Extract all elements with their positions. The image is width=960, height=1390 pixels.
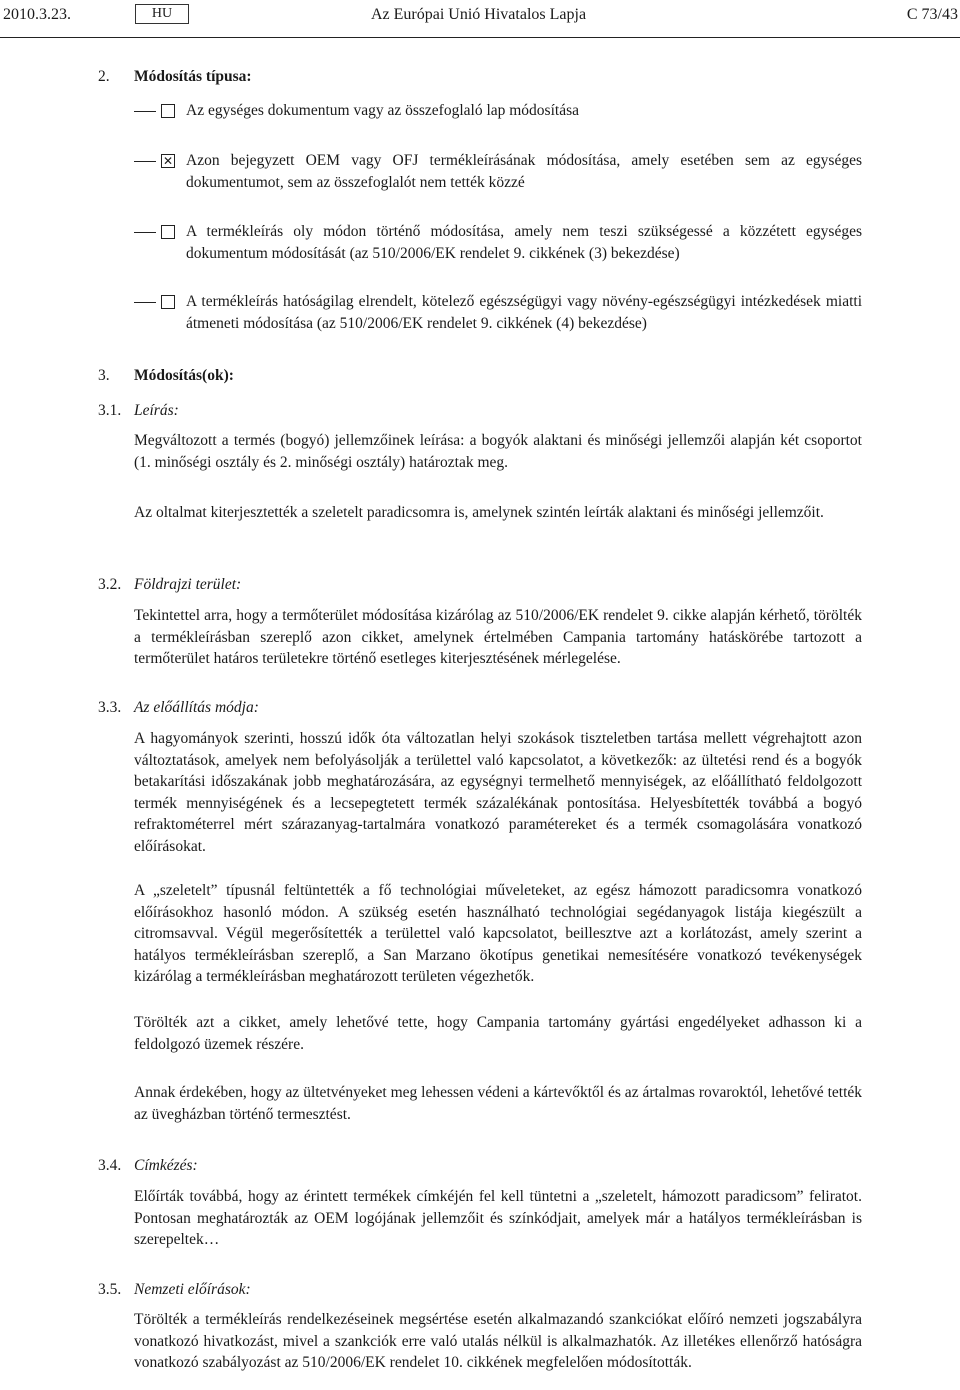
section-3-3-paragraph: Törölték azt a cikket, amely lehetővé tette, hogy Campania tartomány gyártási engedélyeket adhasson ki a feldolgozó üzemek részére. bbox=[134, 1014, 862, 1053]
section-3-title: Módosítás(ok): bbox=[134, 367, 234, 384]
option-4-checkbox[interactable] bbox=[161, 295, 175, 309]
section-3-4-title: Címkézés: bbox=[134, 1157, 198, 1174]
section-3-2-paragraph: Tekintettel arra, hogy a termőterület módosítása kizárólag az 510/2006/EK rendelet 9. cikke alapján kérhető, törölték a termékleírásban szereplő azon cikket, amelynek értelmében Campania tartomány hatáskörébe tartozott a termőterület határos területekre történő esetleges kiterjesztésének mérlegelése. bbox=[134, 607, 862, 667]
option-3-checkbox[interactable] bbox=[161, 225, 175, 239]
section-3-5-paragraph: Törölték a termékleírás rendelkezéseinek megsértése esetén alkalmazandó szankciókat előíró nemzeti jogszabályra vonatkozó hivatkozást, mivel a szankciók erre való utalás nélkül is alkalmazhatók. Az illetékes ellenőrző hatóságra vonatkozó szabályozást az 510/2006/EK rendelet 10. cikkének megfelelően módosították. bbox=[134, 1311, 862, 1371]
language-badge: HU bbox=[135, 4, 189, 24]
page-number: C 73/43 bbox=[906, 6, 958, 23]
option-4-text: A termékleírás hatóságilag elrendelt, kötelező egészségügyi vagy növény-egészségügyi intézkedések miatti átmeneti módosítása (az 510/2006/EK rendelet 9. cikkének (4) bekezdése) bbox=[186, 293, 862, 332]
option-2-checkbox[interactable] bbox=[161, 154, 175, 168]
option-dash bbox=[134, 232, 156, 233]
option-1-checkbox[interactable] bbox=[161, 104, 175, 118]
publication-date: 2010.3.23. bbox=[3, 6, 71, 23]
section-3-4-number: 3.4. bbox=[98, 1157, 122, 1174]
page-header bbox=[0, 4, 960, 28]
section-3-3-paragraph: A hagyományok szerinti, hosszú idők óta változatlan helyi szokások tiszteletben tartása mellett végrehajtott azon változtatások, amelyek nem befolyásolják a területtel való kapcsolatot, a következők: az ültetési rend és a bogyók betakarítási időszakának jobb meghatározására, az egységnyi termelhető mennyiségek, az előállítható feldolgozott termék mennyiségének és a lecsepegtetett termék százalékának pontosítása. Helyesbítették továbbá a bogyó refraktométerrel mért szárazanyag-tartalmára vonatkozó paramétereket és a termék csomagolására vonatkozó előírásokat. bbox=[134, 730, 862, 855]
option-dash bbox=[134, 302, 156, 303]
section-3-3-number: 3.3. bbox=[98, 699, 122, 716]
section-3-1-title: Leírás: bbox=[134, 402, 179, 419]
section-2-number: 2. bbox=[98, 68, 110, 85]
option-1-text: Az egységes dokumentum vagy az összefoglaló lap módosítása bbox=[186, 102, 579, 119]
option-2-text: Azon bejegyzett OEM vagy OFJ termékleírásának módosítása, amely esetében sem az egységes dokumentumot, sem az összefoglalót nem tették közzé bbox=[186, 152, 862, 191]
section-3-4-paragraph: Előírták továbbá, hogy az érintett termékek címkéjén fel kell tüntetni a „szeletelt, hámozott paradicsom” feliratot. Pontosan meghatározták az OEM logójának jellemzőit és színkódjait, amelyek már a hatályos termékleírásban is szerepeltek… bbox=[134, 1188, 862, 1248]
section-3-5-title: Nemzeti előírások: bbox=[134, 1281, 251, 1298]
section-2-title: Módosítás típusa: bbox=[134, 68, 252, 85]
section-3-2-title: Földrajzi terület: bbox=[134, 576, 242, 593]
section-3-3-title: Az előállítás módja: bbox=[134, 699, 259, 716]
section-3-1-paragraph: Megváltozott a termés (bogyó) jellemzőinek leírása: a bogyók alaktani és minőségi jellemzői alapján két csoportot (1. minőségi osztály és 2. minőségi osztály) határoztak meg. bbox=[134, 432, 862, 471]
section-3-3-paragraph: Annak érdekében, hogy az ültetvényeket meg lehessen védeni a kártevőktől és az ártalmas rovaroktól, lehetővé tették az üvegházban történő termesztést. bbox=[134, 1084, 862, 1123]
section-3-1-paragraph: Az oltalmat kiterjesztették a szeletelt paradicsomra is, amelynek szintén leírták alaktani és minőségi jellemzőit. bbox=[134, 504, 824, 521]
header-divider bbox=[0, 37, 960, 38]
option-3-text: A termékleírás oly módon történő módosítása, amely nem teszi szükségessé a közzétett egységes dokumentum módosítását (az 510/2006/EK rendelet 9. cikkének (3) bekezdése) bbox=[186, 223, 862, 262]
option-dash bbox=[134, 111, 156, 112]
section-3-5-number: 3.5. bbox=[98, 1281, 122, 1298]
section-3-1-number: 3.1. bbox=[98, 402, 122, 419]
section-3-2-number: 3.2. bbox=[98, 576, 122, 593]
checkbox-x-icon: ✕ bbox=[162, 154, 174, 168]
journal-title: Az Európai Unió Hivatalos Lapja bbox=[371, 6, 587, 23]
section-3-number: 3. bbox=[98, 367, 110, 384]
option-dash bbox=[134, 161, 156, 162]
section-3-3-paragraph: A „szeletelt” típusnál feltüntették a fő technológiai műveleteket, az egész hámozott paradicsomra vonatkozó előírásokhoz hasonló módon. A szükség esetén használható technológiai segédanyagok listája kiegészült a citromsavval. Végül megerősítették a területtel való kapcsolatot, beillesztve azt a korlátozást, amely szerint a hatályos termékleírásban szereplő, a San Marzano ökotípus genetikai nemesítésére vonatkozó tevékenységek kizárólag a termékleírásban meghatározott területen végezhetők. bbox=[134, 882, 862, 985]
